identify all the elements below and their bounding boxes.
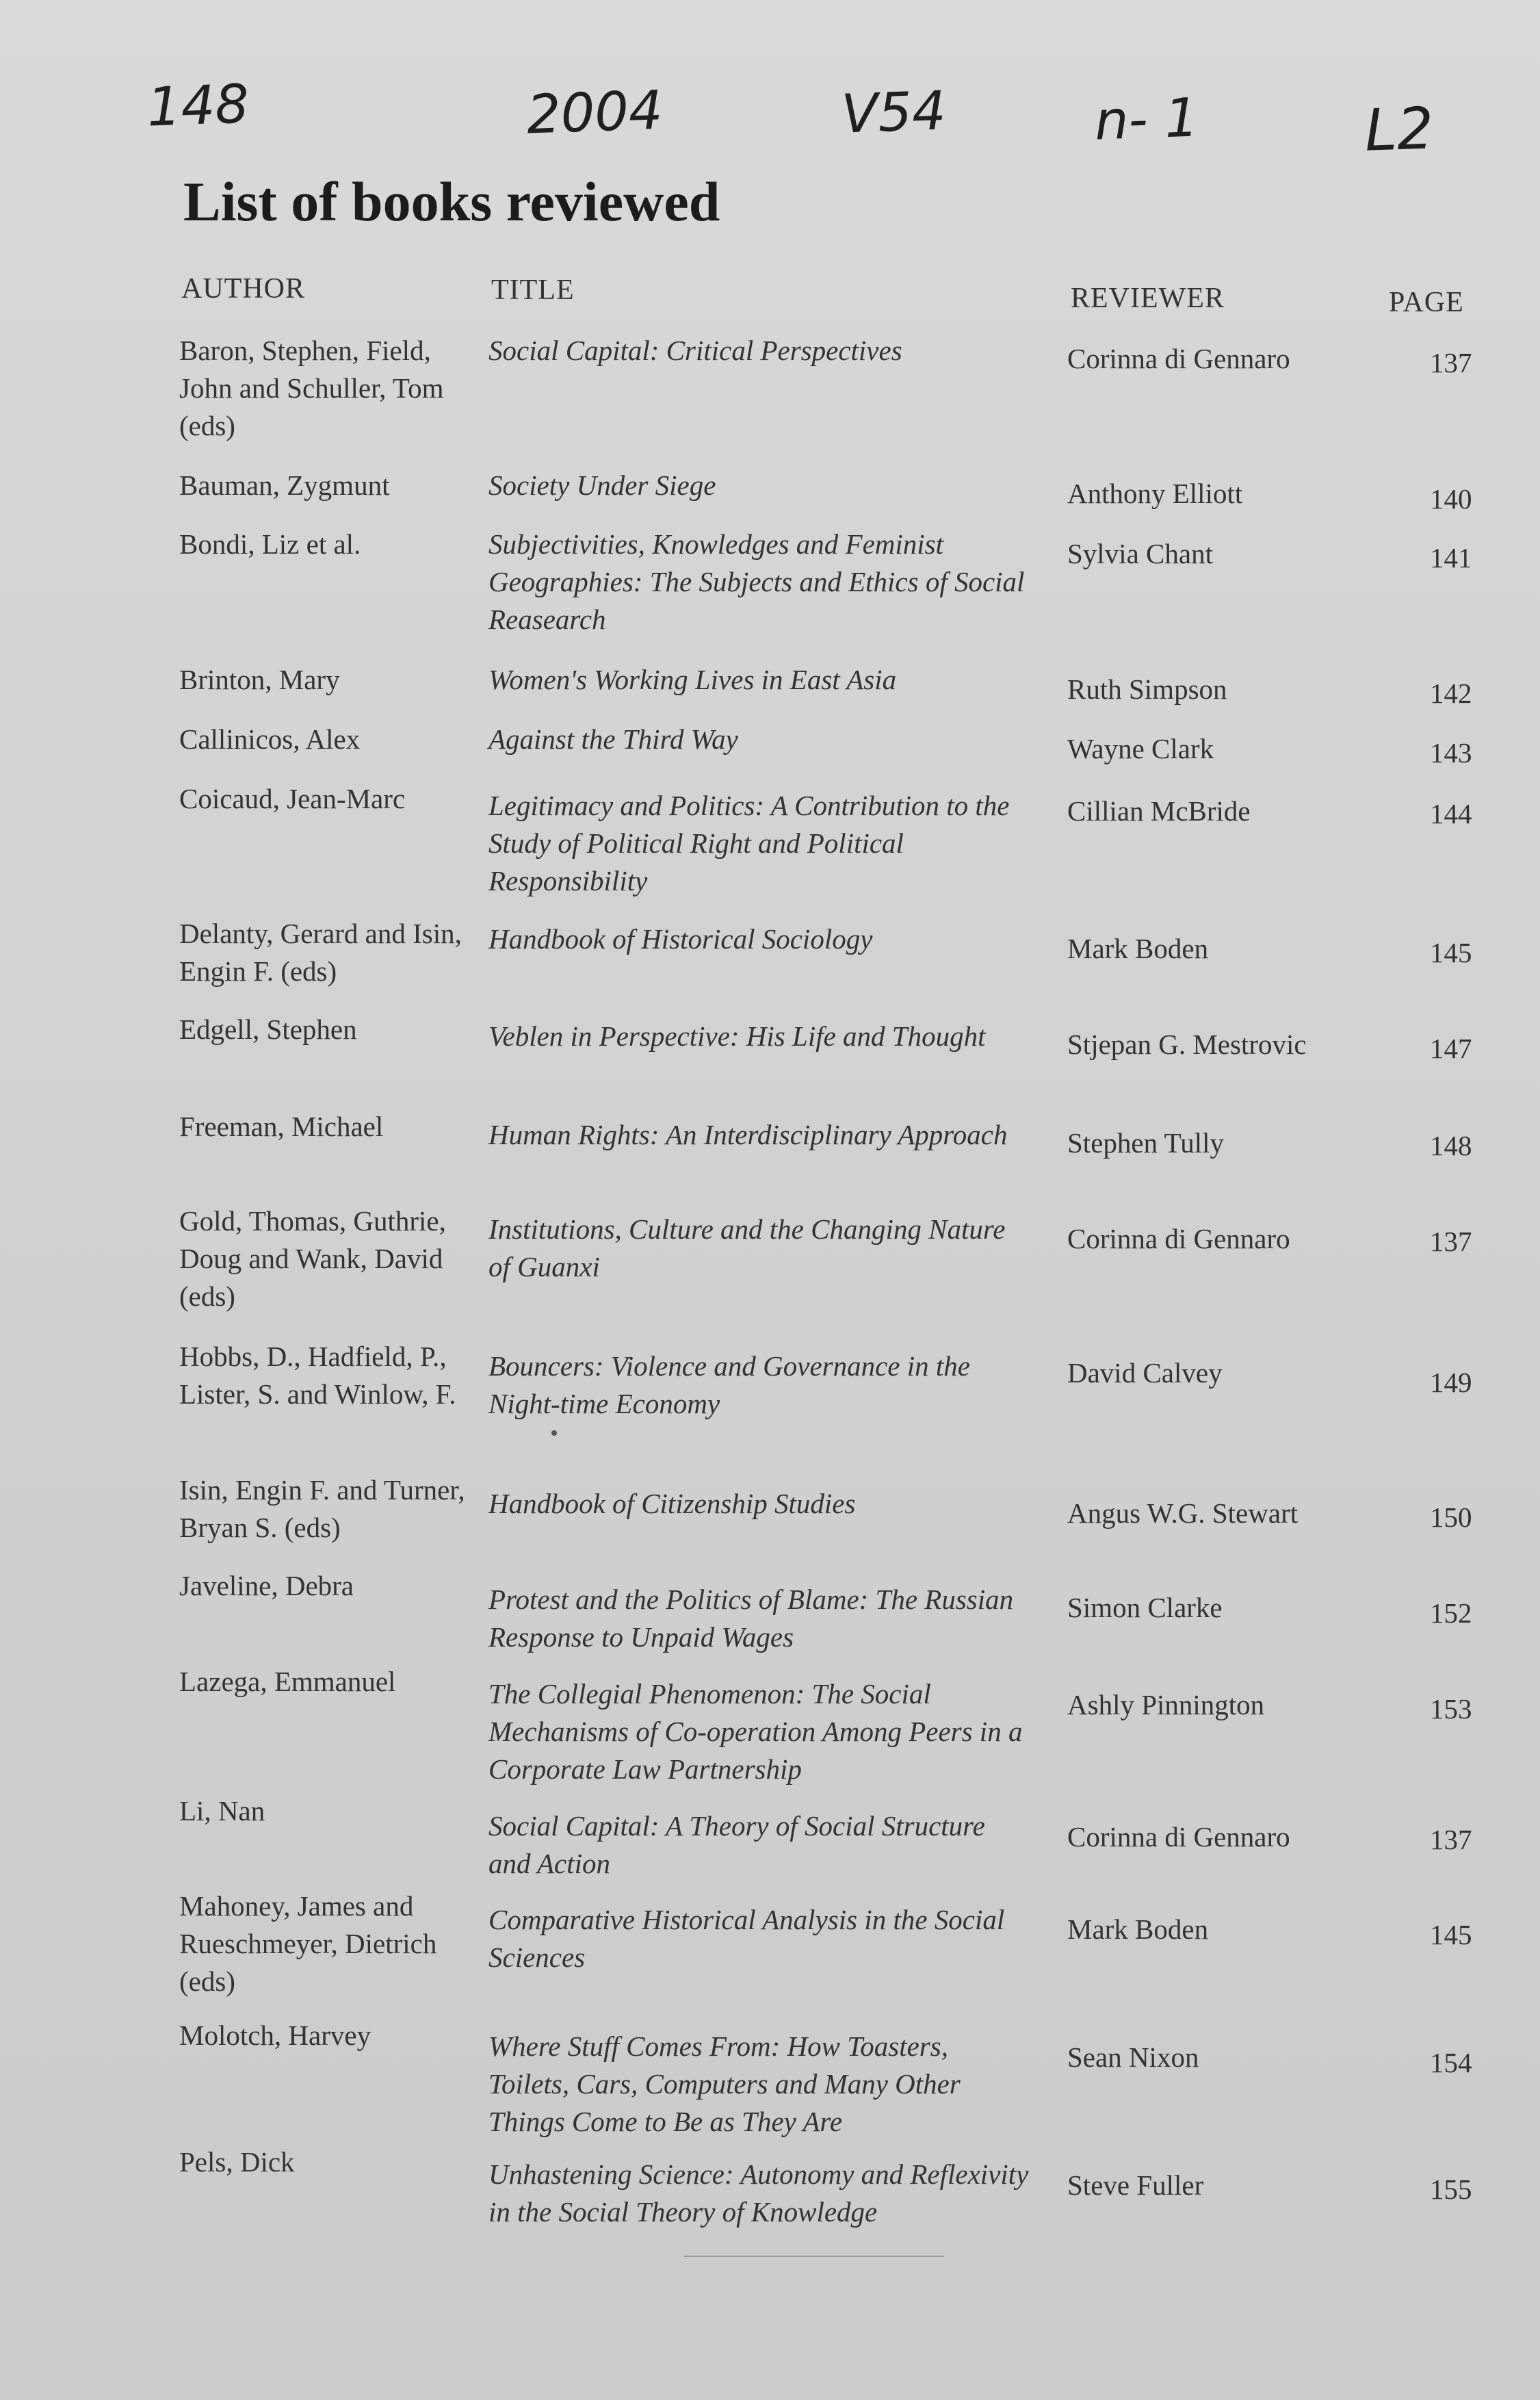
reviewer-cell: Stjepan G. Mestrovic xyxy=(1067,1029,1307,1060)
handwritten-note-volume: V54 xyxy=(840,80,948,146)
page-cell: 155 xyxy=(1430,2173,1472,2205)
author-cell: Isin, Engin F. and Turner, Bryan S. (eds) xyxy=(179,1474,465,1543)
title-cell: Subjectivities, Knowledges and Feminist Geographies: The Subjects and Ethics of Social Reasearch xyxy=(488,528,1025,635)
column-header-title: TITLE xyxy=(491,274,575,306)
author-cell: Edgell, Stephen xyxy=(179,1014,357,1045)
title-cell: Human Rights: An Interdisciplinary Approach xyxy=(488,1119,1008,1150)
title-cell: Social Capital: Critical Perspectives xyxy=(488,335,902,366)
title-cell: Legitimacy and Politics: A Contribution to the Study of Political Right and Political Responsibility xyxy=(488,790,1010,896)
reviewer-cell: Corinna di Gennaro xyxy=(1067,1223,1290,1254)
title-cell: Where Stuff Comes From: How Toasters, Toilets, Cars, Computers and Many Other Things Come to Be as They Are xyxy=(488,2030,961,2137)
handwritten-note-volume-number: 148 xyxy=(146,73,250,139)
title-cell: Handbook of Historical Sociology xyxy=(488,923,873,955)
page-cell: 137 xyxy=(1430,1824,1472,1855)
author-cell: Bondi, Liz et al. xyxy=(179,528,361,560)
page-cell: 145 xyxy=(1430,1919,1472,1950)
reviewer-cell: Corinna di Gennaro xyxy=(1067,343,1290,374)
reviewer-cell: Stephen Tully xyxy=(1067,1127,1224,1159)
title-cell: Institutions, Culture and the Changing Nature of Guanxi xyxy=(488,1213,1006,1282)
page-cell: 140 xyxy=(1430,483,1472,515)
author-cell: Brinton, Mary xyxy=(179,664,340,695)
page-cell: 147 xyxy=(1430,1033,1472,1064)
handwritten-note-year: 2004 xyxy=(525,79,664,146)
author-cell: Li, Nan xyxy=(179,1795,265,1827)
author-cell: Lazega, Emmanuel xyxy=(179,1666,396,1697)
reviewer-cell: Simon Clarke xyxy=(1067,1592,1223,1623)
bottom-rule xyxy=(684,2256,944,2257)
author-cell: Hobbs, D., Hadfield, P., Lister, S. and Winlow, F. xyxy=(179,1341,456,1410)
title-cell: Society Under Siege xyxy=(488,469,716,501)
title-cell: Against the Third Way xyxy=(488,723,738,755)
title-cell: Social Capital: A Theory of Social Structure and Action xyxy=(488,1810,985,1879)
title-cell: Veblen in Perspective: His Life and Thought xyxy=(488,1020,986,1052)
author-cell: Molotch, Harvey xyxy=(179,2020,371,2051)
page-cell: 144 xyxy=(1430,798,1472,829)
page-cell: 137 xyxy=(1430,1226,1472,1257)
reviewer-cell: David Calvey xyxy=(1067,1357,1223,1389)
reviewer-cell: Wayne Clark xyxy=(1067,733,1214,764)
reviewer-cell: Mark Boden xyxy=(1067,933,1209,964)
column-header-page: PAGE xyxy=(1389,287,1464,318)
author-cell: Baron, Stephen, Field, John and Schuller, Tom (eds) xyxy=(179,335,444,441)
reviewer-cell: Sylvia Chant xyxy=(1067,538,1213,569)
reviewer-cell: Cillian McBride xyxy=(1067,795,1251,827)
author-cell: Gold, Thomas, Guthrie, Doug and Wank, David (eds) xyxy=(179,1205,446,1312)
reviewer-cell: Angus W.G. Stewart xyxy=(1067,1497,1298,1529)
author-cell: Bauman, Zygmunt xyxy=(179,469,390,501)
column-header-reviewer: REVIEWER xyxy=(1071,283,1225,314)
ink-speck xyxy=(551,1430,557,1436)
reviewer-cell: Ashly Pinnington xyxy=(1067,1689,1265,1720)
reviewer-cell: Sean Nixon xyxy=(1067,2041,1199,2073)
page-cell: 153 xyxy=(1430,1693,1472,1725)
reviewer-cell: Steve Fuller xyxy=(1067,2169,1204,2201)
title-cell: Handbook of Citizenship Studies xyxy=(488,1488,856,1519)
reviewer-cell: Ruth Simpson xyxy=(1067,673,1227,705)
handwritten-note-shelf: L2 xyxy=(1363,94,1435,164)
title-cell: The Collegial Phenomenon: The Social Mechanisms of Co-operation Among Peers in a Corporate Law Partnership xyxy=(488,1678,1023,1785)
title-cell: Bouncers: Violence and Governance in the Night-time Economy xyxy=(488,1350,970,1419)
title-cell: Comparative Historical Analysis in the Social Sciences xyxy=(488,1904,1005,1973)
author-cell: Freeman, Michael xyxy=(179,1111,384,1142)
reviewer-cell: Corinna di Gennaro xyxy=(1067,1821,1290,1853)
handwritten-note-issue: n- 1 xyxy=(1093,87,1200,153)
page-cell: 154 xyxy=(1430,2047,1472,2078)
page-cell: 141 xyxy=(1430,542,1472,573)
author-cell: Delanty, Gerard and Isin, Engin F. (eds) xyxy=(179,918,462,987)
title-cell: Women's Working Lives in East Asia xyxy=(488,664,897,695)
title-cell: Unhastening Science: Autonomy and Reflexivity in the Social Theory of Knowledge xyxy=(488,2158,1029,2228)
reviewer-cell: Anthony Elliott xyxy=(1067,478,1243,509)
page-cell: 148 xyxy=(1430,1130,1472,1161)
page-cell: 142 xyxy=(1430,678,1472,709)
reviewer-cell: Mark Boden xyxy=(1067,1913,1209,1945)
page-cell: 149 xyxy=(1430,1367,1472,1398)
author-cell: Pels, Dick xyxy=(179,2146,295,2178)
author-cell: Javeline, Debra xyxy=(179,1570,354,1601)
author-cell: Callinicos, Alex xyxy=(179,723,361,755)
page-cell: 145 xyxy=(1430,937,1472,968)
author-cell: Mahoney, James and Rueschmeyer, Dietrich (eds) xyxy=(179,1890,437,1997)
page-cell: 137 xyxy=(1430,347,1472,378)
column-header-author: AUTHOR xyxy=(181,273,305,305)
page-title: List of books reviewed xyxy=(183,170,720,233)
page-cell: 150 xyxy=(1430,1501,1472,1533)
page-cell: 152 xyxy=(1430,1597,1472,1629)
title-cell: Protest and the Politics of Blame: The Russian Response to Unpaid Wages xyxy=(488,1584,1014,1653)
author-cell: Coicaud, Jean-Marc xyxy=(179,783,406,814)
page-cell: 143 xyxy=(1430,737,1472,769)
